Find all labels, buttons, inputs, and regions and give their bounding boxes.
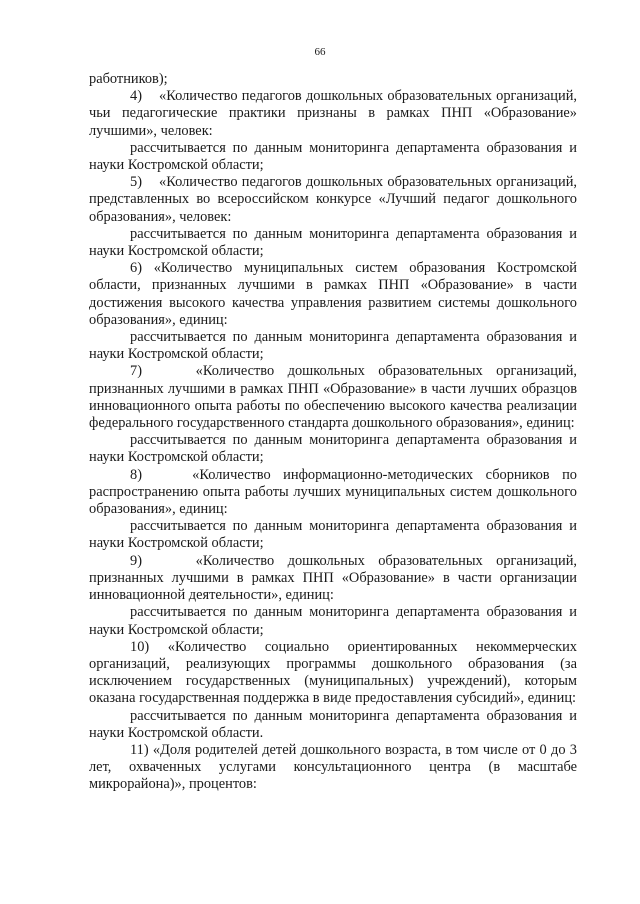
paragraph: рассчитывается по данным мониторинга департамента образования и науки Костромской области. — [89, 707, 577, 741]
document-body — [89, 71, 577, 794]
paragraph: рассчитывается по данным мониторинга департамента образования и науки Костромской области; — [89, 329, 577, 363]
paragraph: 7) «Количество дошкольных образовательных организаций, признанных лучшими в рамках ПНП «Образование» в части лучших образцов инновационного опыта работы по обеспечению высокого качества реализации федерального государственного стандарта дошкольного образования», единиц: — [89, 363, 577, 432]
paragraph: работников); — [89, 71, 168, 87]
paragraph: 4) «Количество педагогов дошкольных образовательных организаций, чьи педагогические практики признаны в рамках ПНП «Образование» лучшими», человек: — [89, 88, 577, 139]
paragraph: рассчитывается по данным мониторинга департамента образования и науки Костромской области; — [89, 139, 577, 174]
paragraph: 10) «Количество социально ориентированных некоммерческих организаций, реализующих программы дошкольного образования (за исключением государственных (муниципальных) учреждений), которым оказана государственная поддержка в виде предоставления субсидий», единиц: — [89, 638, 577, 707]
paragraph: 9) «Количество дошкольных образовательных организаций, признанных лучшими в рамках ПНП «Образование» в части организации инновационной деятельности», единиц: — [89, 552, 577, 604]
paragraph: рассчитывается по данным мониторинга департамента образования и науки Костромской области; — [89, 432, 577, 466]
page-number: 66 — [314, 46, 326, 58]
paragraph: 5) «Количество педагогов дошкольных образовательных организаций, представленных во всероссийском конкурсе «Лучший педагог дошкольного образования», человек: — [89, 174, 577, 225]
paragraph: 8) «Количество информационно-методических сборников по распространению опыта работы лучших муниципальных систем дошкольного образования», единиц: — [89, 466, 577, 518]
paragraph: рассчитывается по данным мониторинга департамента образования и науки Костромской области; — [89, 604, 577, 638]
paragraph: 6) «Количество муниципальных систем образования Костромской области, признанных лучшими в рамках ПНП «Образование» в части достижения высокого качества управления развитием системы дошкольного образования», единиц: — [89, 260, 577, 328]
paragraph: 11) «Доля родителей детей дошкольного возраста, в том числе от 0 до 3 лет, охваченных услугами консультационного центра (в масштабе микрорайона)», процентов: — [89, 741, 577, 793]
paragraph: рассчитывается по данным мониторинга департамента образования и науки Костромской области; — [89, 518, 577, 552]
paragraph: рассчитывается по данным мониторинга департамента образования и науки Костромской области; — [89, 225, 577, 260]
